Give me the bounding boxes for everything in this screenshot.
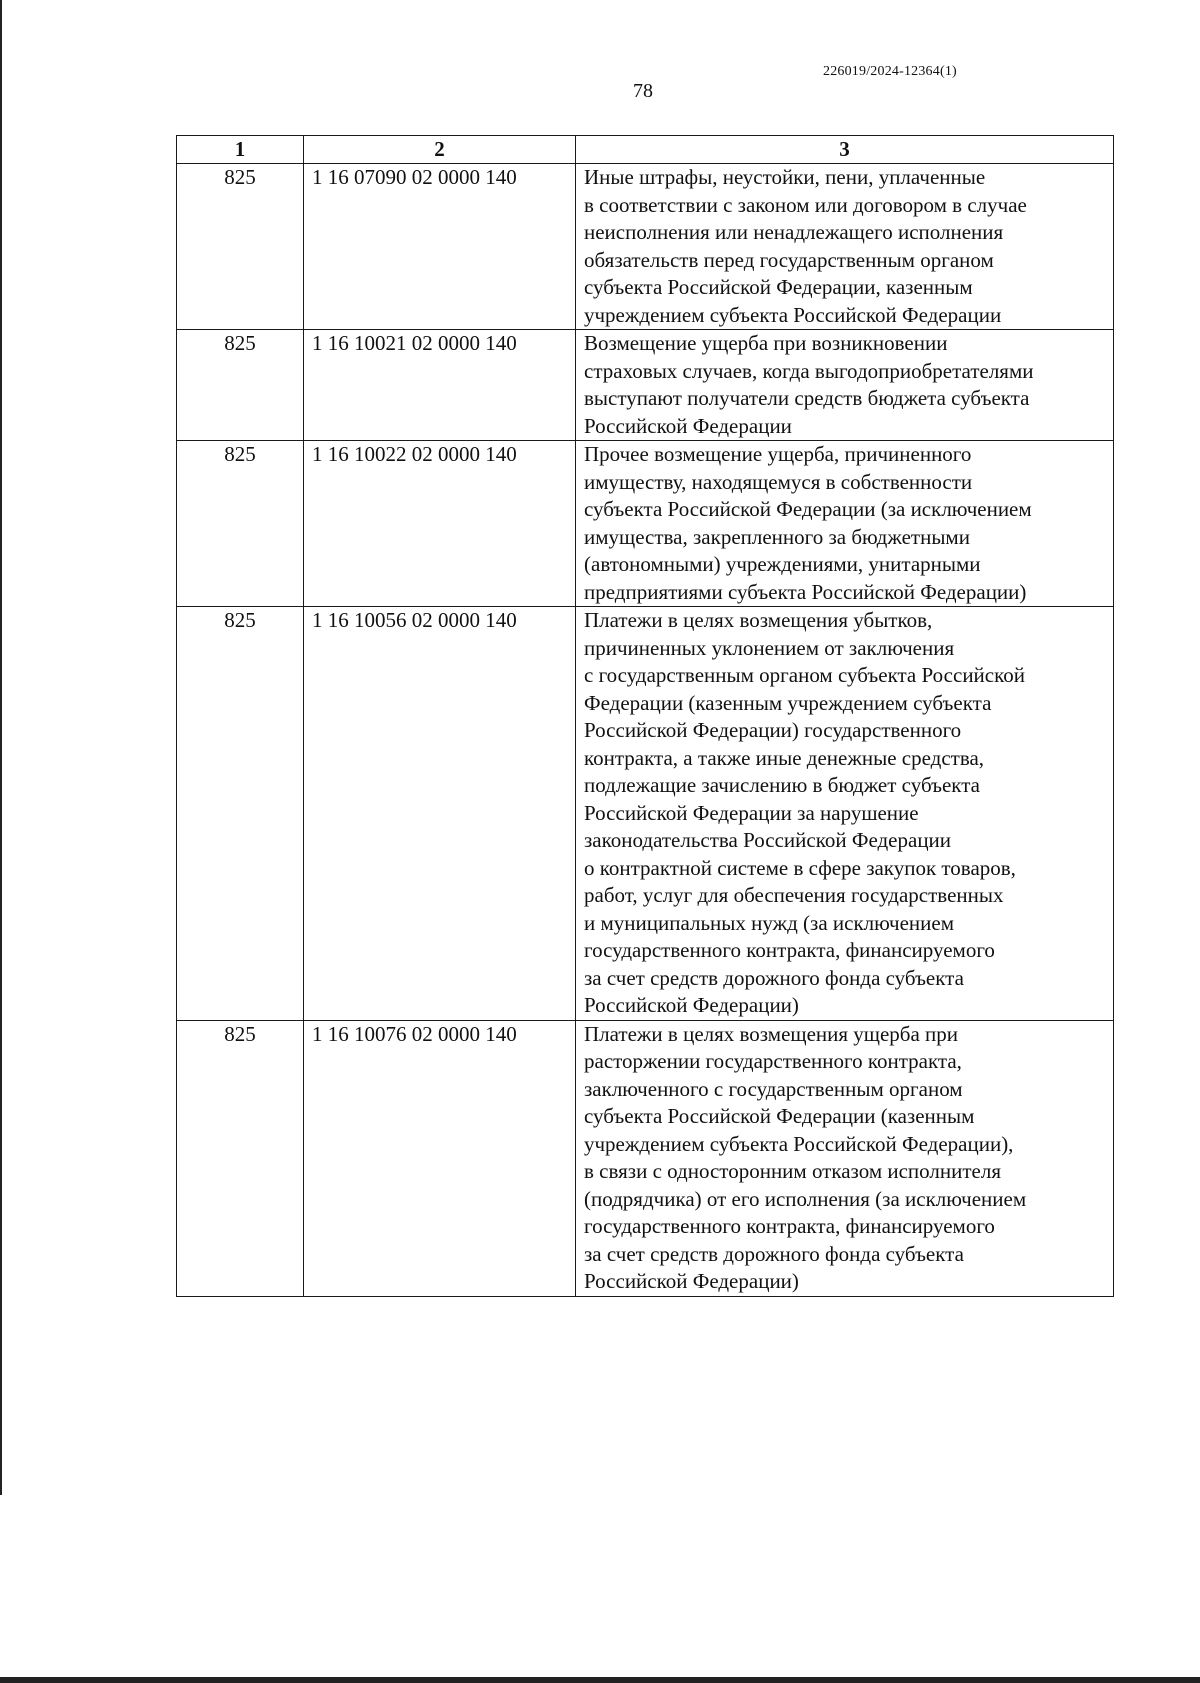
description-line: Иные штрафы, неустойки, пени, уплаченные <box>584 165 986 189</box>
column-header-3: 3 <box>576 136 1114 164</box>
description-line: о контрактной системе в сфере закупок товаров, <box>584 855 1016 880</box>
description-line: Платежи в целях возмещения убытков, <box>584 608 933 632</box>
description-line: субъекта Российской Федерации, казенным <box>584 275 973 299</box>
income-description-cell <box>576 164 1114 330</box>
description-line: заключенного с государственным органом <box>584 1076 963 1101</box>
table-header-row <box>177 136 1114 164</box>
table-row <box>177 607 1114 1021</box>
page-number: 78 <box>633 80 653 102</box>
description-line: обязательств перед государственным органом <box>584 247 994 272</box>
scan-border-bottom <box>0 1677 1200 1683</box>
admin-code-cell: 825 <box>177 1020 304 1296</box>
description-line: и муниципальных нужд (за исключением <box>584 910 954 935</box>
description-line: учреждением субъекта Российской Федерации), <box>584 1131 1014 1156</box>
admin-code-cell: 825 <box>177 607 304 1021</box>
scan-border-left <box>0 0 2 1495</box>
description-line: в соответствии с законом или договором в случае <box>584 192 1027 217</box>
description-line: субъекта Российской Федерации (за исключением <box>584 497 1032 521</box>
description-line: государственного контракта, финансируемого <box>584 938 995 962</box>
description-line: неисполнения или ненадлежащего исполнения <box>584 220 1004 244</box>
description-line: выступают получатели средств бюджета субъекта <box>584 386 1030 410</box>
description-line: Российской Федерации) <box>584 993 799 1017</box>
income-description-cell <box>576 441 1114 607</box>
description-line: Российской Федерации <box>584 413 792 438</box>
description-line: контракта, а также иные денежные средства, <box>584 745 985 770</box>
income-description-cell <box>576 330 1114 441</box>
table-row <box>177 441 1114 607</box>
description-line: за счет средств дорожного фонда субъекта <box>584 1241 964 1266</box>
description-line: субъекта Российской Федерации (казенным <box>584 1104 975 1128</box>
description-line: имуществу, находящемуся в собственности <box>584 469 973 494</box>
description-line: законодательства Российской Федерации <box>584 828 952 852</box>
admin-code-cell: 825 <box>177 441 304 607</box>
description-line: Федерации (казенным учреждением субъекта <box>584 690 992 715</box>
document-registration-number: 226019/2024-12364(1) <box>823 64 957 79</box>
description-line: расторжении государственного контракта, <box>584 1049 962 1073</box>
budget-classification-code-cell: 1 16 10056 02 0000 140 <box>304 607 576 1021</box>
description-line: с государственным органом субъекта Российской <box>584 663 1025 687</box>
column-header-2: 2 <box>304 136 576 164</box>
table-body <box>177 164 1114 1297</box>
description-line: за счет средств дорожного фонда субъекта <box>584 965 964 990</box>
budget-classification-code-cell: 1 16 07090 02 0000 140 <box>304 164 576 330</box>
description-line: в связи с односторонним отказом исполнителя <box>584 1159 1001 1183</box>
description-line: (автономными) учреждениями, унитарными <box>584 552 981 576</box>
description-line: (подрядчика) от его исполнения (за исключением <box>584 1186 1027 1211</box>
description-line: Прочее возмещение ущерба, причиненного <box>584 442 972 466</box>
budget-classification-code-cell: 1 16 10022 02 0000 140 <box>304 441 576 607</box>
description-line: предприятиями субъекта Российской Федерации) <box>584 579 1027 604</box>
income-description-cell <box>576 607 1114 1021</box>
description-line: Российской Федерации за нарушение <box>584 800 919 825</box>
admin-code-cell: 825 <box>177 164 304 330</box>
budget-codes-table <box>176 135 1114 1297</box>
table-row <box>177 330 1114 441</box>
description-line: Российской Федерации) государственного <box>584 718 962 742</box>
description-line: Платежи в целях возмещения ущерба при <box>584 1021 959 1046</box>
budget-classification-code-cell: 1 16 10021 02 0000 140 <box>304 330 576 441</box>
table-row <box>177 1020 1114 1296</box>
description-line: подлежащие зачислению в бюджет субъекта <box>584 773 980 797</box>
description-line: государственного контракта, финансируемого <box>584 1214 995 1238</box>
description-line: Российской Федерации) <box>584 1269 799 1293</box>
description-line: работ, услуг для обеспечения государственных <box>584 883 1004 907</box>
description-line: страховых случаев, когда выгодоприобретателями <box>584 358 1034 383</box>
description-line: Возмещение ущерба при возникновении <box>584 331 948 355</box>
table-row <box>177 164 1114 330</box>
table-header <box>177 136 1114 164</box>
description-line: имущества, закрепленного за бюджетными <box>584 524 970 549</box>
description-line: причиненных уклонением от заключения <box>584 635 955 660</box>
budget-classification-code-cell: 1 16 10076 02 0000 140 <box>304 1020 576 1296</box>
description-line: учреждением субъекта Российской Федерации <box>584 302 1002 327</box>
admin-code-cell: 825 <box>177 330 304 441</box>
column-header-1: 1 <box>177 136 304 164</box>
income-description-cell <box>576 1020 1114 1296</box>
